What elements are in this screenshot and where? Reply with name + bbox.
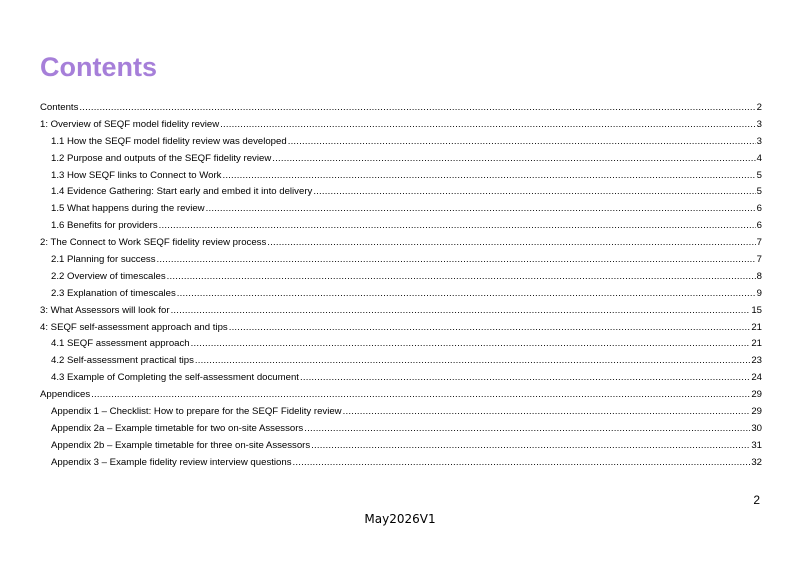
toc-entry-page: 8 — [756, 270, 762, 282]
page-number: 2 — [753, 493, 760, 507]
toc-entry-page: 7 — [756, 237, 762, 249]
toc-entry-title: 2: The Connect to Work SEQF fidelity review process — [40, 237, 267, 249]
toc-entry-title: 3: What Assessors will look for — [40, 304, 170, 316]
toc-dot-leader — [222, 168, 755, 185]
toc-entry-title: Appendix 2b – Example timetable for three on-site Assessors — [51, 439, 311, 451]
toc-entry-title: 1.6 Benefits for providers — [51, 220, 158, 232]
toc-entry-page: 21 — [751, 321, 762, 333]
toc-entry[interactable] — [40, 252, 762, 269]
toc-entry-title: 1.1 How the SEQF model fidelity review was developed — [51, 135, 287, 147]
toc-entry-title: 4: SEQF self-assessment approach and tips — [40, 321, 228, 333]
toc-entry-page: 5 — [756, 186, 762, 198]
toc-entry-title: 2.1 Planning for success — [51, 254, 156, 266]
toc-entry[interactable] — [40, 336, 762, 353]
toc-entry[interactable] — [40, 438, 762, 455]
toc-entry-page: 21 — [751, 338, 762, 350]
toc-entry-title: Appendix 3 – Example fidelity review interview questions — [51, 456, 292, 468]
toc-entry[interactable] — [40, 404, 762, 421]
toc-dot-leader — [91, 387, 750, 404]
toc-dot-leader — [272, 151, 755, 168]
toc-dot-leader — [343, 404, 751, 421]
toc-entry-page: 29 — [751, 389, 762, 401]
toc-entry-title: 1: Overview of SEQF model fidelity review — [40, 118, 220, 130]
toc-entry-title: 2.3 Explanation of timescales — [51, 287, 176, 299]
toc-entry[interactable] — [40, 353, 762, 370]
toc-entry[interactable] — [40, 168, 762, 185]
toc-dot-leader — [288, 134, 756, 151]
toc-dot-leader — [79, 100, 755, 117]
toc-entry-page: 3 — [756, 118, 762, 130]
toc-entry-page: 5 — [756, 169, 762, 181]
toc-entry[interactable] — [40, 387, 762, 404]
toc-entry-title: Contents — [40, 102, 79, 113]
toc-entry[interactable] — [40, 218, 762, 235]
toc-entry-page: 4 — [756, 152, 762, 164]
toc-entry[interactable] — [40, 151, 762, 168]
toc-entry-page: 23 — [751, 355, 762, 367]
toc-entry[interactable] — [40, 134, 762, 151]
toc-entry[interactable] — [40, 201, 762, 218]
toc-dot-leader — [177, 286, 756, 303]
toc-entry[interactable] — [40, 370, 762, 387]
toc-entry-page: 2 — [756, 102, 762, 113]
toc-dot-leader — [229, 320, 751, 337]
toc-entry[interactable] — [40, 320, 762, 337]
toc-entry-page: 6 — [756, 220, 762, 232]
toc-entry[interactable] — [40, 269, 762, 286]
toc-dot-leader — [157, 252, 756, 269]
toc-dot-leader — [167, 269, 756, 286]
toc-entry-page: 9 — [756, 287, 762, 299]
toc-dot-leader — [159, 218, 756, 235]
table-of-contents — [40, 100, 762, 472]
toc-entry[interactable] — [40, 184, 762, 201]
toc-dot-leader — [220, 117, 756, 134]
toc-entry-title: 4.2 Self-assessment practical tips — [51, 355, 194, 367]
toc-dot-leader — [267, 235, 755, 252]
toc-entry-title: 1.4 Evidence Gathering: Start early and embed it into delivery — [51, 186, 313, 198]
toc-entry-title: 1.5 What happens during the review — [51, 203, 205, 215]
toc-entry-title: 1.2 Purpose and outputs of the SEQF fidelity review — [51, 152, 272, 164]
toc-entry-title: 4.1 SEQF assessment approach — [51, 338, 190, 350]
toc-dot-leader — [171, 303, 751, 320]
toc-entry-title: Appendices — [40, 389, 91, 401]
toc-entry-page: 24 — [751, 372, 762, 384]
toc-dot-leader — [195, 353, 750, 370]
toc-entry-title: 4.3 Example of Completing the self-assessment document — [51, 372, 299, 384]
toc-entry-title: Appendix 2a – Example timetable for two on-site Assessors — [51, 422, 304, 434]
toc-entry-page: 15 — [751, 304, 762, 316]
toc-dot-leader — [313, 184, 755, 201]
footer-version: May2026V1 — [364, 512, 436, 526]
toc-dot-leader — [191, 336, 751, 353]
toc-entry[interactable] — [40, 117, 762, 134]
toc-entry-title: Appendix 1 – Checklist: How to prepare for the SEQF Fidelity review — [51, 406, 342, 418]
toc-entry-title: 1.3 How SEQF links to Connect to Work — [51, 169, 222, 181]
toc-entry-page: 6 — [756, 203, 762, 215]
toc-entry[interactable] — [40, 455, 762, 472]
toc-dot-leader — [311, 438, 750, 455]
toc-dot-leader — [293, 455, 751, 472]
toc-entry-page: 3 — [756, 135, 762, 147]
toc-dot-leader — [300, 370, 750, 387]
toc-entry-page: 30 — [751, 422, 762, 434]
toc-dot-leader — [304, 421, 750, 438]
page-title: Contents — [40, 52, 157, 82]
toc-entry[interactable] — [40, 286, 762, 303]
toc-entry[interactable] — [40, 303, 762, 320]
toc-entry-page: 31 — [751, 439, 762, 451]
toc-entry[interactable] — [40, 100, 762, 117]
toc-entry-title: 2.2 Overview of timescales — [51, 270, 166, 282]
toc-entry[interactable] — [40, 421, 762, 438]
toc-dot-leader — [206, 201, 756, 218]
toc-entry-page: 29 — [751, 406, 762, 418]
toc-entry-page: 32 — [751, 456, 762, 468]
toc-entry-page: 7 — [756, 254, 762, 266]
toc-entry[interactable] — [40, 235, 762, 252]
